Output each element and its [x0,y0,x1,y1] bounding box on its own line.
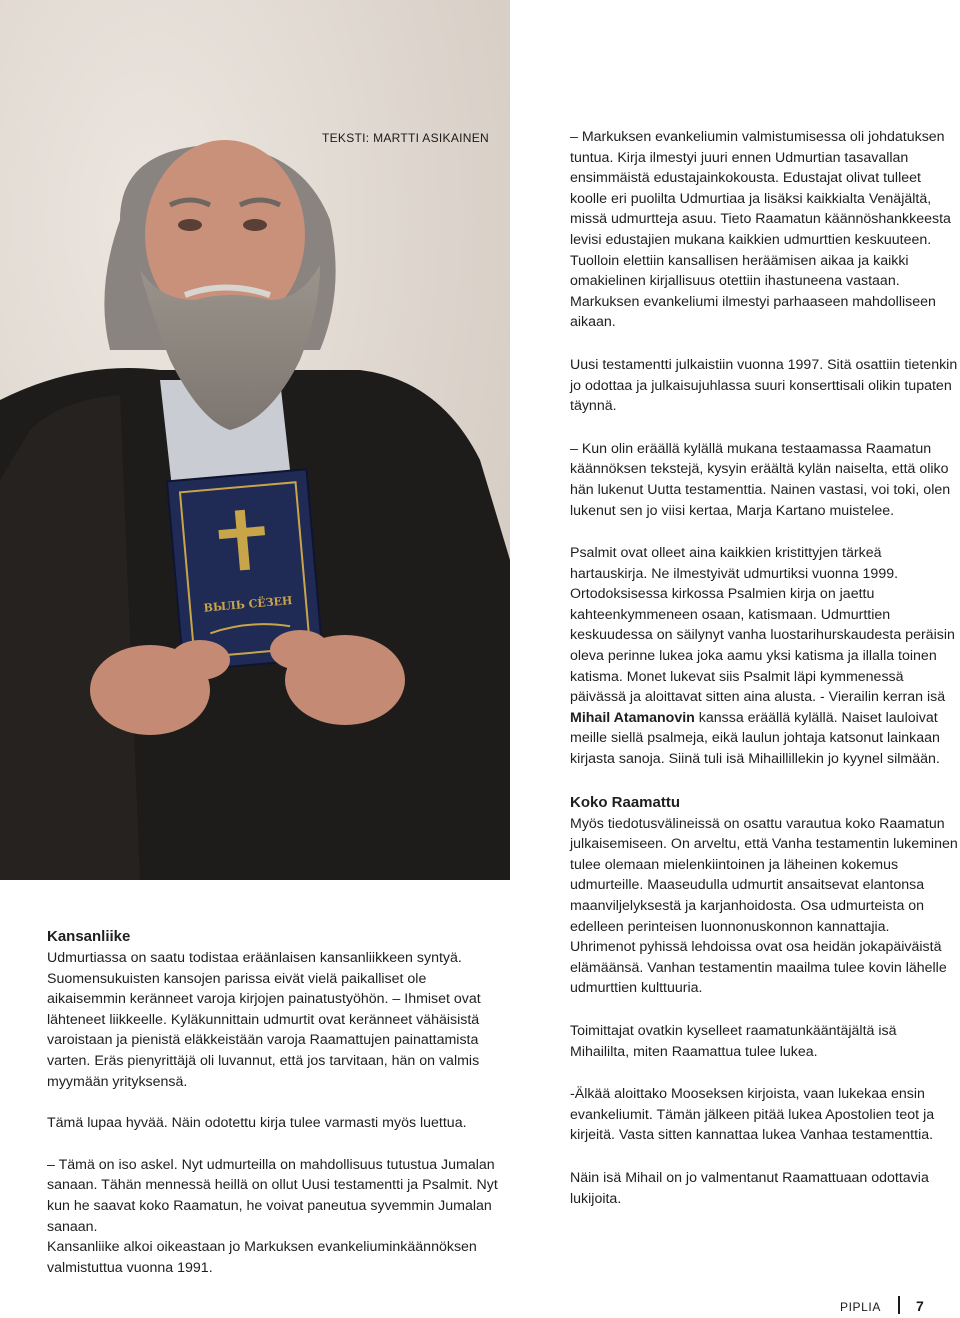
section-heading: Koko Raamattu [570,793,681,811]
paragraph: Näin isä Mihail on jo valmentanut Raamattuaan odottavia lukijoita. [570,1169,929,1207]
paragraph: Tämä lupaa hyvää. Näin odotettu kirja tulee varmasti myös luettua. [47,1115,467,1132]
paragraph-text: kanssa eräällä kylällä. Naiset lauloivat meille siellä psalmeja, eikä laulun johtaja katsonut lainkaan kirjasta sanoja. Siinä tuli isä Mihaillillekin jo kyynel silmään. [570,709,940,768]
paragraph: – Markuksen evankeliumin valmistumisessa oli johdatuksen tuntua. Kirja ilmestyi juuri ennen Udmurtian tasavallan ensimmäistä edustajainkokousta. Edustajat olivat tulleet koolle eri puolilta Udmurtiaa ja lisäksi kaikkialta Venäjältä, missä udmurtteja asuu. Tieto Raamatun käännöshankkeesta levisi edustajien mukana kaikkien udmurttien keskuuteen. Tuolloin elettiin kansallisen heräämisen aikaa ja kaikki omakielinen kirjallisuus otettiin ihastuneena vastaan. Markuksen evankeliumi ilmestyi parhaaseen mahdolliseen aikaan. [570,129,951,331]
box-heading: Kansanliike [47,928,131,945]
paragraph: – Kun olin eräällä kylällä mukana testaamassa Raamatun käännöksen tekstejä, kysyin eräältä kylän naiselta, että oliko hän lukenut Uutta testamenttia. Nainen vastasi, voi toki, olen lukenut sen jo viisi kertaa, Marja Kartano muistelee. [570,440,951,519]
paragraph: Toimittajat ovatkin kyselleet raamatunkääntäjältä isä Mihaililta, miten Raamattua tulee lukea. [570,1022,897,1060]
paragraph [570,543,958,770]
byline: TEKSTI: MARTTI ASIKAINEN [322,131,490,145]
paragraph: Kansanliike alkoi oikeastaan jo Markuksen evankeliuminkäännöksen valmistuttua vuonna 1991. [47,1239,477,1276]
paragraph: Myös tiedotusvälineissä on osattu varautua koko Raamatun julkaisemiseen. On arveltu, että Vanha testamentin lukeminen tulee olemaan mielenkiintoinen ja läheinen kokemus udmurteille. Maaseudulla udmurtit ansaitsevat elantonsa maanviljelyksestä ja karjanhoidosta. Osa udmurteista on edelleen perinteisen luonnonuskonnon kannattajia. Uhrimenot pyhissä lehdoissa ovat osa heidän jokapäiväistä elämäänsä. Vanhan testamentin maailma tulee kovin lähelle udmurttien kulttuuria. [570,815,958,997]
paragraph: -Älkää aloittako Mooseksen kirjoista, vaan lukekaa ensin evankeliumit. Tämän jälkeen pitää lukea Apostolien teot ja kirjeitä. Vasta sitten kannattaa lukea Vanhaa testamenttia. [570,1086,935,1144]
right-text-column [570,127,958,1231]
book-title: ВЫЛЬ СЁЗЕН [203,594,293,615]
footer-divider [898,1296,900,1314]
right-eye [243,219,267,231]
paragraph: Uusi testamentti julkaistiin vuonna 1997. Sitä osattiin tietenkin jo odottaa ja julkaisujuhlassa suuri konserttisali olikin tupaten täynnä. [570,356,958,415]
left-eye [178,219,202,231]
person-name: Mihail Atamanovin [570,709,695,726]
publication-name: PIPLIA [840,1300,881,1314]
page-number: 7 [916,1298,924,1314]
paragraph-text: Psalmit ovat olleet aina kaikkien kristittyjen tärkeä hartauskirja. Ne ilmestyivät udmurtiksi vuonna 1999. Ortodoksisessa kirkossa Psalmien kirja on jaettu kahteenkymmeneen osaan, katismaan. Udmurttien keskuudessa on säilynyt vanha luostarihurskaudesta peräisin oleva perinne lukea joka aamu yksi katisma ja illalla toinen katisma. Monet lukevat siis Psalmit läpi kymmenessä päivässä ja aloittavat sitten aina alusta. - Vierailin kerran isä [570,545,955,706]
sidebar-box [47,926,507,1278]
paragraph: Udmurtiassa on saatu todistaa eräänlaisen kansanliikkeen syntyä. Suomensukuisten kansojen parissa eivät vielä paikalliset ole aikaisemmin keränneet varoja kirjojen painatustyöhön. – Ihmiset ovat lähteneet liikkeelle. Kyläkunnittain udmurtit ovat keränneet vähäisistä varoistaan ja pienistä eläkkeistään varoja Raamattujen painattamista varten. Eräs pienyrittäjä oli luvannut, että jos tarvitaan, hän on valmis myymään yrityksensä. [47,950,481,1090]
page-footer [840,1296,960,1318]
paragraph: – Tämä on iso askel. Nyt udmurteilla on mahdollisuus tutustua Jumalan sanaan. Tähän mennessä heillä on ollut Uusi testamentti ja Psalmit. Nyt kun he saavat koko Raamatun, he voivat paneutua syvemmin Jumalan sanaan. [47,1156,498,1235]
jacket-shade [0,395,140,880]
